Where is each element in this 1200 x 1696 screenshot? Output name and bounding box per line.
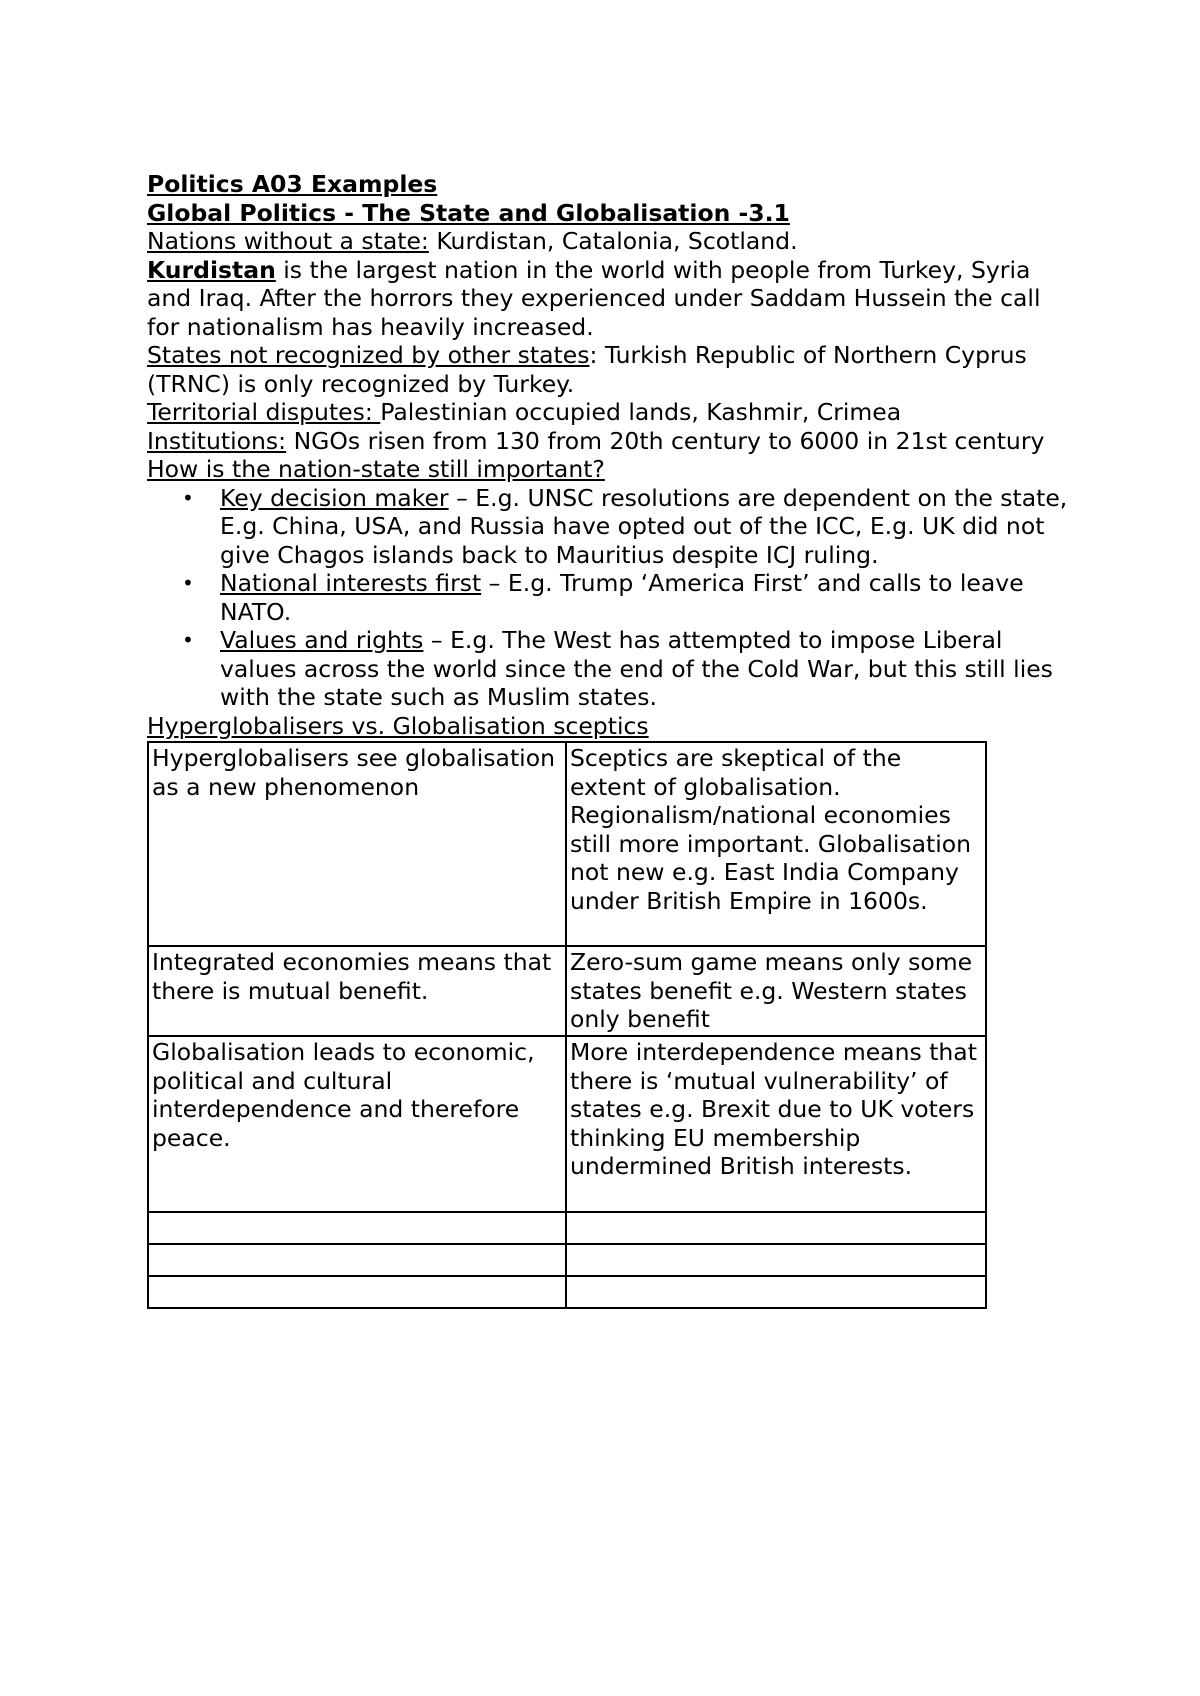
bullet-text: – E.g. Trump ‘America First’ and calls to leave NATO.: [220, 569, 1024, 626]
table-cell-empty: [566, 1276, 986, 1308]
institutions-heading: Institutions:: [147, 426, 287, 455]
table-row: [148, 742, 986, 946]
bullet-icon: •: [182, 485, 194, 510]
institutions-paragraph: [147, 427, 1077, 456]
territorial-heading: Territorial disputes:: [147, 398, 381, 426]
table-heading: Hyperglobalisers vs. Globalisation sceptics: [147, 711, 649, 740]
nation-state-list: [147, 484, 1077, 712]
states-heading: States not recognized by other states: [147, 341, 590, 369]
nation-state-heading: How is the nation-state still important?: [147, 455, 605, 483]
states-text: : Turkish Republic of Northern Cyprus (TRNC) is only recognized by Turkey.: [147, 341, 1027, 398]
bullet-text: – E.g. UNSC resolutions are dependent on the state, E.g. China, USA, and Russia have opted out of the ICC, E.g. UK did not give Chagos islands back to Mauritius despite ICJ ruling.: [220, 483, 1068, 569]
table-row: [148, 946, 986, 1036]
table-cell-empty: [566, 1212, 986, 1244]
table-cell-empty: [148, 1276, 566, 1308]
kurdistan-paragraph: [147, 256, 1077, 342]
list-item: [147, 569, 1077, 626]
table-row-empty: [148, 1244, 986, 1276]
bullet-term: Values and rights: [220, 626, 424, 654]
nations-heading: Nations without a state:: [147, 227, 429, 255]
list-item: [147, 626, 1077, 712]
table-row: [148, 1036, 986, 1212]
bullet-icon: •: [182, 628, 194, 652]
states-paragraph: [147, 341, 1077, 398]
kurdistan-term: Kurdistan: [147, 255, 276, 284]
table-cell-sceptics: Zero-sum game means only some states benefit e.g. Western states only benefit: [566, 946, 986, 1036]
document-title: Politics A03 Examples: [147, 170, 438, 198]
table-cell-empty: [566, 1244, 986, 1276]
territorial-text: Palestinian occupied lands, Kashmir, Crimea: [380, 398, 902, 426]
table-cell-hyperglobalisers: Integrated economies means that there is mutual benefit.: [148, 946, 566, 1036]
table-cell-sceptics: More interdependence means that there is ‘mutual vulnerability’ of states e.g. Brexit due to UK voters thinking EU membership undermined British interests.: [566, 1036, 986, 1212]
nations-text: Kurdistan, Catalonia, Scotland.: [428, 227, 798, 255]
table-row-empty: [148, 1212, 986, 1244]
document-page: [147, 170, 1077, 1309]
bullet-icon: •: [182, 571, 194, 595]
bullet-term: Key decision maker: [220, 483, 449, 512]
table-cell-sceptics: Sceptics are skeptical of the extent of globalisation. Regionalism/national economies still more important. Globalisation not new e.g. East India Company under British Empire in 1600s.: [566, 742, 986, 946]
territorial-paragraph: [147, 398, 1077, 427]
comparison-table: [147, 741, 987, 1309]
bullet-text: – E.g. The West has attempted to impose Liberal values across the world since the end of the Cold War, but this still lies with the state such as Muslim states.: [220, 626, 1053, 711]
institutions-text: NGOs risen from 130 from 20th century to 6000 in 21st century: [286, 426, 1045, 455]
document-subtitle: Global Politics - The State and Globalisation -3.1: [147, 198, 790, 227]
kurdistan-text: is the largest nation in the world with people from Turkey, Syria and Iraq. After the horrors they experienced under Saddam Hussein the call for nationalism has heavily increased.: [147, 255, 1041, 341]
nations-paragraph: [147, 227, 1077, 256]
table-row-empty: [148, 1276, 986, 1308]
list-item: [147, 484, 1077, 570]
table-cell-hyperglobalisers: Hyperglobalisers see globalisation as a new phenomenon: [148, 742, 566, 946]
table-cell-hyperglobalisers: Globalisation leads to economic, political and cultural interdependence and therefore peace.: [148, 1036, 566, 1212]
table-cell-empty: [148, 1212, 566, 1244]
bullet-term: National interests first: [220, 569, 482, 597]
table-cell-empty: [148, 1244, 566, 1276]
